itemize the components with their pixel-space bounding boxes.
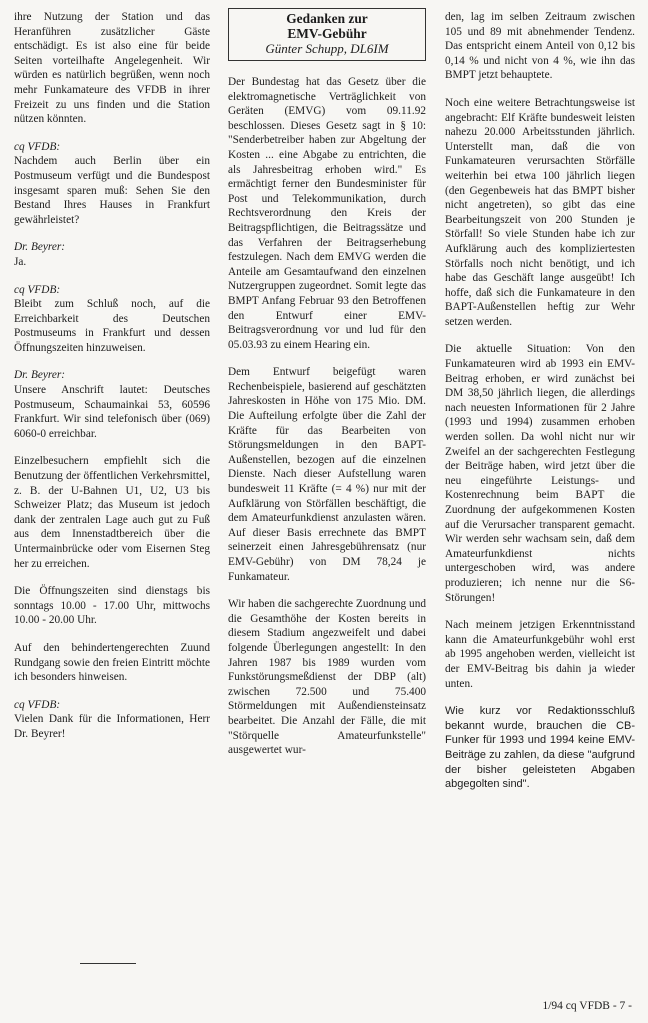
article-title-line2: EMV-Gebühr bbox=[287, 26, 367, 41]
paragraph: Wie kurz vor Redaktionsschluß bekannt wurde, brauchen die CB-Funker für 1993 und 1994 keine EMV-Beiträge zu zahlen, da diese "aufgrund der bisher geleisteten Abgaben abgegolten sind". bbox=[445, 705, 635, 791]
paragraph-text: Nachdem auch Berlin über ein Postmuseum verfügt und die Bundespost insgesamt sparen muß: Sehen Sie den Bestand Ihres Hauses in Frankfurt gewährleistet? bbox=[14, 155, 210, 226]
paragraph-text: Einzelbesuchern empfiehlt sich die Benutzung der öffentlichen Verkehrsmittel, z. B. der U-Bahnen U1, U2, U3 bis Schweizer Platz; das Museum ist jedoch dank der zentralen Lage auch gut zu Fuß aus dem Innenstadtbereich über die Untermainbrücke oder vom Eisernen Steg her zu erreichen. bbox=[14, 455, 210, 570]
paragraph bbox=[14, 10, 210, 127]
paragraph-text: ihre Nutzung der Station und das Heranführen zusätzlicher Gäste entschädigt. Es ist also eine für beide Seiten vorteilhafte Angelegenheit. Wir würden es natürlich begrüßen, wenn noch mehr Funkamateure des VFDB in ihrer Freizeit zu uns finden und die Station nützen könnten. bbox=[14, 11, 210, 126]
speaker-label: Dr. Beyrer: bbox=[14, 241, 66, 254]
column-middle bbox=[228, 8, 426, 771]
paragraph: Dem Entwurf beigefügt waren Rechenbeispiele, basierend auf geschätzten Jahreskosten in Höhe von 175 Mio. DM. Die Aufteilung erfolgte über die Zahl der Kräfte für das Bearbeiten von Störungsmeldungen in den BAPT-Außenstellen, bezogen auf die einzelnen Dienste. Nach dieser Aufstellung waren bundesweit 11 Kräfte (= 4 %) nur mit der Aufklärung von Störfällen beschäftigt, die dem Amateurfunkdienst anzulasten wären. Auf dieser Basis errechnete das BMPT seinerzeit einen Jahresgebührensatz (nur EMV-Gebühr) von DM 78,24 je Funkamateur. bbox=[228, 366, 426, 583]
paragraph-text: Auf den behindertengerechten Zuund Rundgang sowie den freien Eintritt möchte ich besonders hinweisen. bbox=[14, 641, 210, 684]
column-left bbox=[14, 10, 210, 755]
speaker-label: cq VFDB: bbox=[14, 698, 61, 711]
paragraph bbox=[14, 641, 210, 685]
interview-entry bbox=[14, 140, 210, 228]
paragraph-text: Die Öffnungszeiten sind dienstags bis sonntags 10.00 - 17.00 Uhr, mittwochs 10.00 - 20.00 Uhr. bbox=[14, 585, 210, 627]
paragraph: Wir haben die sachgerechte Zuordnung und die Gesamthöhe der Kosten bereits in diesem Stadium angezweifelt und dabei folgende Überlegungen angestellt: In den Jahren 1987 bis 1989 wurden vom Funkstörungsmeßdienst der DBP (alt) zwischen 72.500 und 75.400 Störmeldungen mit Außendiensteinsatz bearbeitet. Die Anzahl der Fälle, die mit "Störquelle Amateurfunkstelle" ausgewertet wur- bbox=[228, 598, 426, 757]
paragraph-text: Unsere Anschrift lautet: Deutsches Postmuseum, Schaumainkai 53, 60596 Frankfurt. Wir sind telefonisch über (069) 6060-0 erreichbar. bbox=[14, 384, 210, 440]
paragraph-text: Bleibt zum Schluß noch, auf die Erreichbarkeit des Deutschen Postmuseums in Frankfurt und dessen Öffnungszeiten hinzuweisen. bbox=[14, 298, 210, 354]
interview-entry bbox=[14, 240, 210, 269]
paragraph: Nach meinem jetzigen Erkenntnisstand kann die Amateurfunkgebühr wohl erst ab 1995 angehoben werden, vielleicht ist der EMV-Beitrag bis dahin ja wieder unten. bbox=[445, 619, 635, 690]
article-title-box bbox=[228, 8, 426, 61]
speaker-label: cq VFDB: bbox=[14, 283, 61, 296]
end-rule bbox=[80, 963, 136, 964]
interview-entry bbox=[14, 283, 210, 356]
interview-entry bbox=[14, 368, 210, 441]
paragraph bbox=[14, 454, 210, 571]
paragraph: Die aktuelle Situation: Von den Funkamateuren wird ab 1993 ein EMV-Beitrag erhoben, er wird zunächst bei DM 38,50 jährlich liegen, die allerdings nach neuesten Informationen für 2 Jahre (1993 und 1994) zusammen erhoben werden sollen. Da wohl nicht nur wir Zweifel an der sachgerechten Festlegung der Beiträge haben, wird jetzt über die neu eingeführte Leistungs- und Kostenrechnung beim BAPT die Zuordnung der aufgekommenen Kosten auf die Verursacher transparent gemacht. Wir werden sehr wachsam sein, daß dem Amateurfunkdienst nichts untergeschoben wird, was andere produzieren; ich nenne nur die S6-Störungen! bbox=[445, 343, 635, 604]
paragraph: Noch eine weitere Betrachtungsweise ist angebracht: Elf Kräfte bundesweit leisten nahezu 20.000 Arbeitsstunden jährlich. Unterstellt man, daß die von Funkamateuren verursachten Störfälle weiterhin bei etwa 100 jährlich liegen (den Gegenbeweis hat das BMPT bisher nicht angetreten), so gibt das eine Bearbeitungszeit von 200 Stunden je Störfall! So viele Stunden habe ich zur Aufklärung auch des kompliziertesten Störfalls noch nicht benötigt, und ich habe das Geschäft lange ausgeübt! Ich hoffe, daß sich die Funkamateure in den BAPT-Außenstellen heftig zur Wehr setzen werden. bbox=[445, 96, 635, 328]
paragraph-text: Ja. bbox=[14, 255, 27, 268]
paragraph-text: Vielen Dank für die Informationen, Herr Dr. Beyrer! bbox=[14, 713, 210, 740]
page-footer: 1/94 cq VFDB - 7 - bbox=[542, 1000, 632, 1012]
paragraph: Der Bundestag hat das Gesetz über die elektromagnetische Verträglichkeit von Geräten (EMVG) vom 09.11.92 beschlossen. Dieses Gesetz sagt in § 10: "Senderbetreiber haben zur Abgeltung der Kosten ... eine Abgabe zu entrichten, die als Jahresbeitrag erhoben wird." Es ermächtigt ferner den Bundesminister für Post und Telekommunikation, durch Rechtsverordnung den Kreis der Beitragspflichtigen, die Beitragssätze und das Verfahren der Beitragserhebung festzulegen. Nach dem EMVG werden die Anteile am Gesamtaufwand den einzelnen Nutzergruppen zugeordnet. Somit legte das BMPT Anfang Februar 93 den Betroffenen den Entwurf einer EMV-Beitragsverordnung vor und lud für den 05.03.93 zu einem Hearing ein. bbox=[228, 76, 426, 351]
article-title-line1: Gedanken zur bbox=[286, 11, 368, 26]
column-right bbox=[445, 10, 635, 805]
paragraph: den, lag im selben Zeitraum zwischen 105 und 89 mit abnehmender Tendenz. Das entspricht einem Anteil von 0,12 bis 0,14 % und nicht von 4 %, wie ihn das BMPT jetzt behauptete. bbox=[445, 11, 635, 82]
article-author: Günter Schupp, DL6IM bbox=[265, 41, 389, 56]
paragraph bbox=[14, 584, 210, 628]
article-body bbox=[228, 75, 426, 758]
speaker-label: Dr. Beyrer: bbox=[14, 369, 66, 382]
interview-entry bbox=[14, 698, 210, 742]
speaker-label: cq VFDB: bbox=[14, 140, 61, 153]
